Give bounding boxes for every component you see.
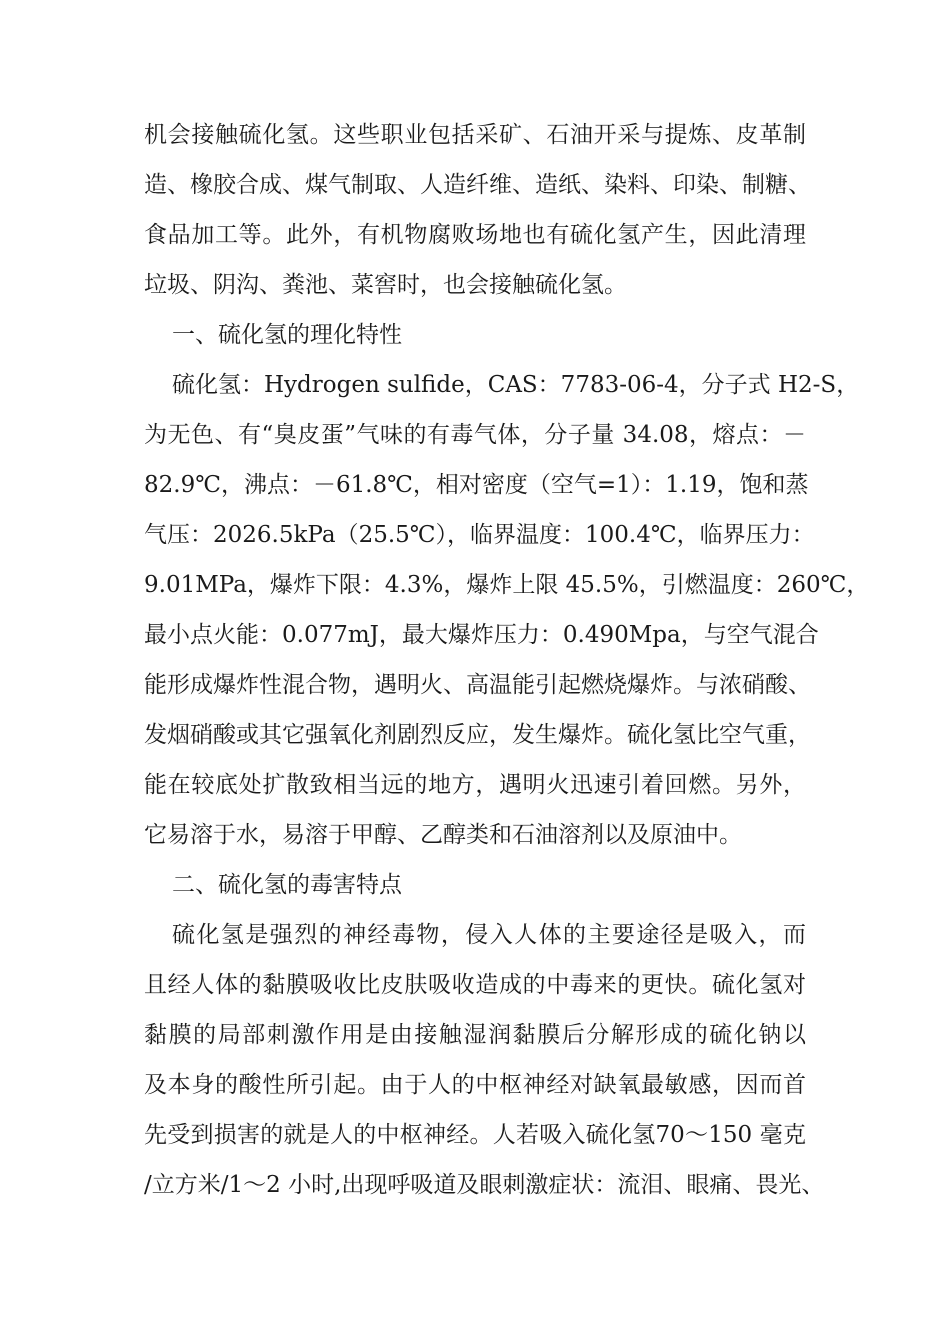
body-text-line: 机会接触硫化氢。这些职业包括采矿、石油开采与提炼、皮革制 (144, 122, 806, 148)
body-text-line: 为无色、有“臭皮蛋”气味的有毒气体，分子量 34.08，熔点：－ (144, 422, 806, 448)
body-text-line: /立方米/1～2 小时,出现呼吸道及眼刺激症状：流泪、眼痛、畏光、 (144, 1172, 825, 1198)
body-text-line: 黏膜的局部刺激作用是由接触湿润黏膜后分解形成的硫化钠以 (144, 1022, 806, 1048)
body-text-line: 发烟硝酸或其它强氧化剂剧烈反应，发生爆炸。硫化氢比空气重， (144, 722, 811, 748)
body-text-line: 能形成爆炸性混合物，遇明火、高温能引起燃烧爆炸。与浓硝酸、 (144, 672, 811, 698)
body-text-line: 气压：2026.5kPa（25.5℃），临界温度：100.4℃，临界压力： (144, 522, 815, 548)
section-heading: 一、硫化氢的理化特性 (172, 322, 402, 348)
body-text-line: 造、橡胶合成、煤气制取、人造纤维、造纸、染料、印染、制糖、 (144, 172, 811, 198)
body-text-line: 能在较底处扩散致相当远的地方，遇明火迅速引着回燃。另外， (144, 772, 806, 798)
body-text-line: 9.01MPa，爆炸下限：4.3%，爆炸上限 45.5%，引燃温度：260℃， (144, 572, 870, 598)
body-text-line: 82.9℃，沸点：－61.8℃，相对密度（空气=1）：1.19，饱和蒸 (144, 472, 809, 498)
body-text-line: 最小点火能：0.077mJ，最大爆炸压力：0.490Mpa，与空气混合 (144, 622, 819, 648)
body-text-line: 垃圾、阴沟、粪池、菜窖时，也会接触硫化氢。 (144, 272, 627, 298)
body-text-line: 且经人体的黏膜吸收比皮肤吸收造成的中毒来的更快。硫化氢对 (144, 972, 806, 998)
body-text-line: 硫化氢是强烈的神经毒物，侵入人体的主要途径是吸入，而 (172, 922, 806, 948)
body-text-line: 它易溶于水，易溶于甲醇、乙醇类和石油溶剂以及原油中。 (144, 822, 742, 848)
body-text-line: 食品加工等。此外，有机物腐败场地也有硫化氢产生，因此清理 (144, 222, 806, 248)
section-heading: 二、硫化氢的毒害特点 (172, 872, 402, 898)
body-text-line: 先受到损害的就是人的中枢神经。人若吸入硫化氢70～150 毫克 (144, 1122, 806, 1148)
body-text-line: 及本身的酸性所引起。由于人的中枢神经对缺氧最敏感，因而首 (144, 1072, 806, 1098)
body-text-line: 硫化氢：Hydrogen sulfide，CAS：7783-06-4，分子式 H2-S， (172, 372, 860, 398)
